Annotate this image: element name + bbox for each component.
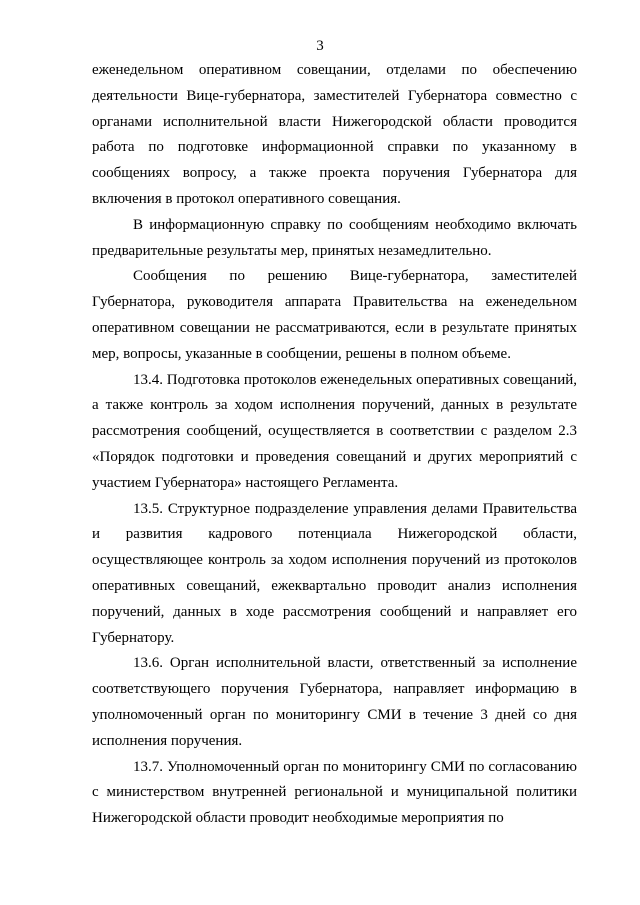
- paragraph-info-reference: В информационную справку по сообщениям необходимо включать предварительные результаты мер, принятых незамедлительно.: [92, 216, 577, 259]
- paragraph-messages-not-considered: Сообщения по решению Вице-губернатора, заместителей Губернатора, руководителя аппарата Правительства на еженедельном оперативном совещании не рассматриваются, если в результате принятых мер, вопросы, указанные в сообщении, решены в полном объеме.: [92, 268, 577, 362]
- paragraph-continuation: еженедельном оперативном совещании, отделами по обеспечению деятельности Вице-губернатора, заместителей Губернатора совместно с органами исполнительной власти Нижегородской области проводится работа по подготовке информационной справки по указанному в сообщениях вопросу, а также проекта поручения Губернатора для включения в протокол оперативного совещания.: [92, 62, 577, 207]
- paragraph-13-5: 13.5. Структурное подразделение управления делами Правительства и развития кадрового потенциала Нижегородской области, осуществляющее контроль за ходом исполнения поручений из протоколов оперативных совещаний, ежеквартально проводит анализ исполнения поручений, данных в ходе рассмотрения сообщений и направляет его Губернатору.: [92, 500, 577, 646]
- paragraph-13-4: 13.4. Подготовка протоколов еженедельных оперативных совещаний, а также контроль за ходом исполнения поручений, данных в результате рассмотрения сообщений, осуществляется в соответствии с разделом 2.3 «Порядок подготовки и проведения совещаний и других мероприятий с участием Губернатора» настоящего Регламента.: [92, 371, 577, 491]
- paragraph-13-6: 13.6. Орган исполнительной власти, ответственный за исполнение соответствующего поручения Губернатора, направляет информацию в уполномоченный орган по мониторингу СМИ в течение 3 дней со дня исполнения поручения.: [92, 655, 577, 749]
- page-number: 3: [316, 38, 324, 54]
- document-body: [92, 58, 577, 832]
- paragraph-13-7: 13.7. Уполномоченный орган по мониторингу СМИ по согласованию с министерством внутренней региональной и муниципальной политики Нижегородской области проводит необходимые мероприятия по: [92, 758, 577, 827]
